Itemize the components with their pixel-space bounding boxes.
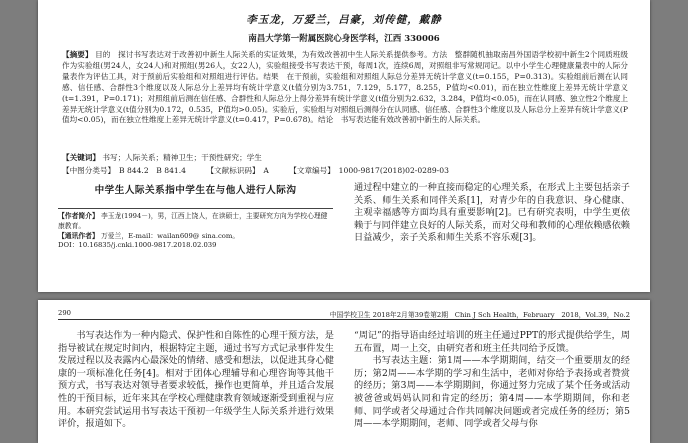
document-code: 【文献标识码】 A (206, 166, 269, 175)
document-page-2 (38, 300, 650, 443)
right-column-text (354, 182, 630, 245)
classification-line (62, 165, 628, 176)
document-page-1 (38, 0, 650, 292)
clc-number: 【中图分类号】 B 844.2 B 841.4 (62, 166, 187, 175)
keywords-label: 【关键词】 (62, 153, 100, 162)
running-header (58, 309, 630, 320)
keywords-text: 书写；人际关系；精神卫生；干预性研究；学生 (102, 153, 262, 162)
author-note-text: 李玉龙(1994－)，男，江西上饶人，在读硕士，主要研究方向为学校心理健康教育。 (58, 212, 328, 230)
intro-paragraph: 通过程中建立的一种直接而稳定的心理关系，在形式上主要包括亲子关系、师生关系和同伴关系[1]，对青少年的自我意识、身心健康、主观幸福感等方面均具有重要影响[2]。已有研究表明，中学生更依赖于与同伴建立良好的人际关系，而对父母和教师的心理依赖感依赖日益减少，亲子关系和师生关系不容乐观[3]。 (354, 182, 630, 244)
abstract-label: 【摘要】 (62, 50, 93, 59)
author-list: 李玉龙，万爱兰，吕豪，刘传健，戴静 (246, 14, 442, 26)
corresponding-label: 【通讯作者】 (58, 231, 99, 240)
affiliation: 南昌大学第一附属医院心身医学科，江西 330006 (248, 34, 440, 44)
right-column-text (354, 330, 630, 431)
author-note (58, 208, 333, 251)
abstract-text: 目的 探讨书写表达对于改善初中新生人际关系的实证效果，为有效改善初中生人际关系提供参考。方法 整群随机抽取南昌外国语学校初中新生2个同质班级作为实验组(男24人，女24人)和对照组(男26人，女22人)，实验组接受书写表达干预，每周1次，连续6周，对照组非写常规同记。以中小学生心理健康量表中的人际分量表作为评估工具，对于预前后实验组和对照组进行评估。结果 在干预前，实验组和对照组人际总分差异无统计学意义(t=0.155，P=0.313)。实验组前后测在认同感、信任感、合群性3个维度以及人际总分上差异均有统计学意义(t值分别为3.751，7.129，5.177，8.255，P值均<0.01)，而在独立性维度上差异无统计学意义(t=1.391，P=0.171)；对照组前后测在信任感、合群性和人际总分上得分差异有统计学意义(t值分别为2.632，3.284，P值均<0.05)，而在认同感、独立性2个维度上差异无统计学意义(t值分别为0.172，0.535，P值均>0.05)。实验后，实验组与对照组后测得分在认同感、信任感、合群性3个维度以及人际总分上差异有统计学意义(P值均<0.05)，而在独立性维度上差异无统计学意义(t=0.417，P=0.678)。结论 书写表达能有效改善初中新生的人际关系。 (62, 50, 629, 125)
body-paragraph: “周记”的指导语由经过培训的班主任通过PPT的形式提供给学生，周五布置，周一上交，由研究者和班主任共同给予反馈。 (354, 330, 630, 354)
author-note-label: 【作者简介】 (58, 212, 99, 220)
article-number: 【文章编号】 1000-9817(2018)02-0289-03 (289, 166, 449, 175)
left-column-text: 中学生人际关系指中学生在与他人进行人际沟 (94, 185, 297, 196)
keywords (62, 152, 628, 163)
body-paragraph: 书写表达作为一种内隐式、保护性和自陈性的心理干预方法，是指导被试在规定时间内，根据特定主题，通过书写方式记录事件发生发展过程以及表露内心最深处的情绪、感受和想法，以促进其身心健康的一项标准化任务[4]。相对于团体心理辅导和心理咨询等其他干预方式，书写表达对领导者要求较低，操作也更简单，并且适合发展性的干预目标，近年来其在学校心理健康教育领域逐渐受到重视与应用。本研究尝试运用书写表达干预初一年级学生人际关系并进行效果评价，报道如下。 (58, 330, 334, 430)
left-column-text (58, 330, 334, 431)
body-paragraph: 书写表达主题：第1周——本学期期间，结交一个重要朋友的经历；第2周——本学期的学习和生活中，老师对你给予表扬或者赞赏的经历；第3周——本学期期间，你通过努力完成了某个任务或活动被爸爸或妈妈认同和肯定的经历；第4周——本学期期间，你和老师、同学或者父母通过合作共同解决问题或者完成任务的经历；第5周——本学期期间，老师、同学或者父母与你 (354, 355, 630, 430)
page-number: 290 (58, 309, 71, 317)
abstract (62, 50, 628, 126)
corresponding-text: 万爱兰，E-mail：wailan609@ sina.com。 (100, 231, 240, 240)
doi-text: DOI：10.16835/j.cnki.1000-9817.2018.02.039 (58, 241, 217, 250)
journal-header: 中国学校卫生 2018年2月第39卷第2期 Chin J Sch Health，February 2018，Vol.39，No.2 (329, 311, 630, 319)
